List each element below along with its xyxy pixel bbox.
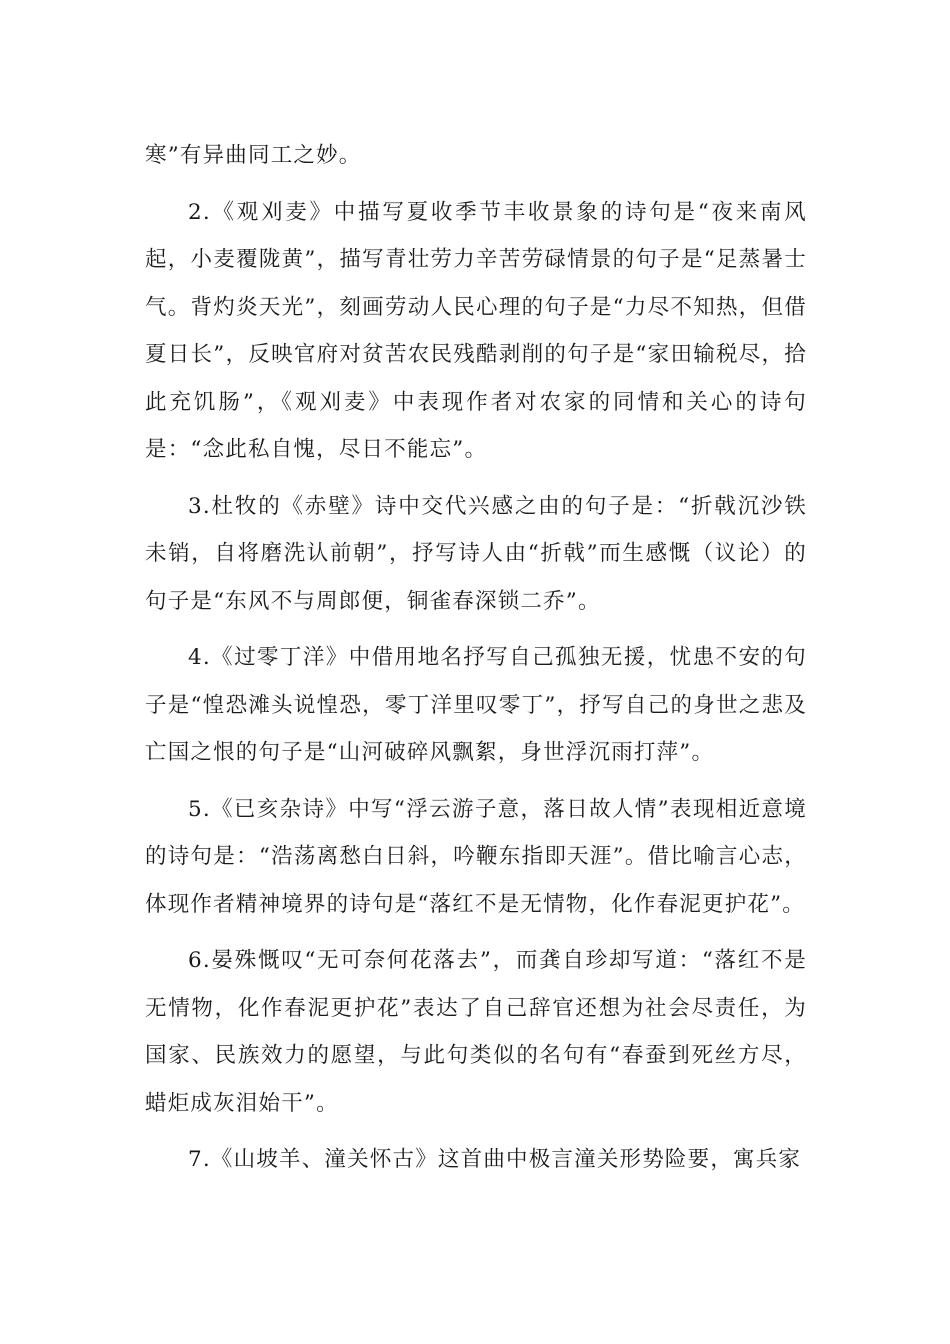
paragraph-item-4: 4.《过零丁洋》中借用地名抒写自己孤独无援，忧患不安的句子是“惶恐滩头说惶恐，零丁洋里叹零丁”，抒写自己的身世之悲及亡国之恨的句子是“山河破碎风飘絮，身世浮沉雨打萍”。 (145, 645, 807, 765)
paragraph-item-6: 6.晏殊慨叹“无可奈何花落去”，而龚自珍却写道：“落红不是无情物，化作春泥更护花”表达了自己辞官还想为社会尽责任，为国家、民族效力的愿望，与此句类似的名句有“春蚕到死丝方尽，蜡炬成灰泪始干”。 (145, 948, 807, 1116)
document-body (145, 132, 807, 1193)
paragraph-item-2: 2.《观刈麦》中描写夏收季节丰收景象的诗句是“夜来南风起，小麦覆陇黄”，描写青壮劳力辛苦劳碌情景的句子是“足蒸暑士气。背灼炎天光”，刻画劳动人民心理的句子是“力尽不知热，但借夏日长”，反映官府对贫苦农民残酷剥削的句子是“家田输税尽，拾此充饥肠”，《观刈麦》中表现作者对农家的同情和关心的诗句是：“念此私自愧，尽日不能忘”。 (145, 199, 807, 462)
paragraph-item-7: 7.《山坡羊、潼关怀古》这首曲中极言潼关形势险要，寓兵家 (188, 1147, 802, 1172)
paragraph-continued: 寒”有异曲同工之妙。 (145, 143, 362, 168)
paragraph-item-3: 3.杜牧的《赤壁》诗中交代兴感之由的句子是：“折戟沉沙铁未销，自将磨洗认前朝”，抒写诗人由“折戟”而生感慨（议论）的句子是“东风不与周郎便，铜雀春深锁二乔”。 (145, 493, 807, 614)
paragraph-item-5: 5.《已亥杂诗》中写“浮云游子意，落日故人情”表现相近意境的诗句是：“浩荡离愁白日斜，吟鞭东指即天涯”。借比喻言心志，体现作者精神境界的诗句是“落红不是无情物，化作春泥更护花”。 (145, 796, 807, 917)
